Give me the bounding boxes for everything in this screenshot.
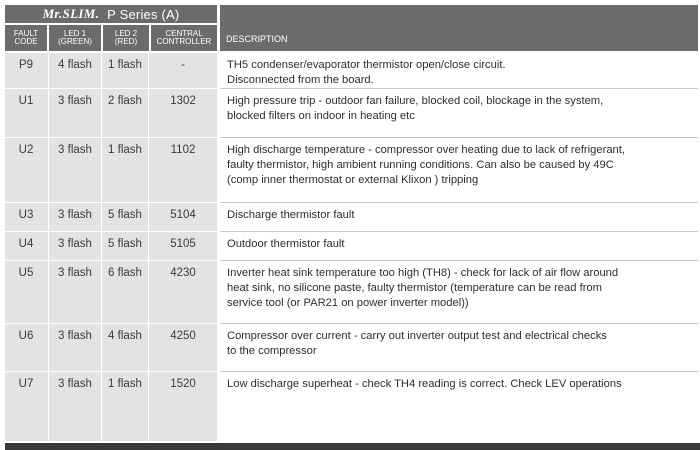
header-fault-code: FAULT CODE bbox=[5, 25, 47, 51]
led2-cell: 1 flash bbox=[108, 144, 142, 156]
led2-cell: 2 flash bbox=[108, 95, 142, 107]
description-line: TH5 condenser/evaporator thermistor open/close circuit. bbox=[227, 59, 506, 71]
central-controller-cell: 4230 bbox=[170, 267, 196, 279]
description-line: Low discharge superheat - check TH4 reading is correct. Check LEV operations bbox=[227, 378, 622, 390]
fault-code-cell: U2 bbox=[18, 144, 34, 156]
row-divider bbox=[5, 231, 217, 232]
row-divider bbox=[220, 260, 698, 261]
central-controller-cell: 5105 bbox=[170, 238, 196, 250]
description-line: faulty thermistor, high ambient running conditions. Can also be caused by 49C bbox=[227, 159, 614, 171]
row-divider bbox=[5, 260, 217, 261]
row-divider bbox=[220, 231, 698, 232]
column-headers bbox=[5, 25, 217, 51]
description-line: Inverter heat sink temperature too high (TH8) - check for lack of air flow around bbox=[227, 267, 619, 279]
led2-cell: 6 flash bbox=[108, 267, 142, 279]
led1-cell: 3 flash bbox=[58, 95, 92, 107]
fault-code-cell: P9 bbox=[18, 59, 34, 71]
description-line: Outdoor thermistor fault bbox=[227, 238, 345, 250]
led2-cell: 5 flash bbox=[108, 209, 142, 221]
description-line: service tool (or PAR21 on power inverter model)) bbox=[227, 297, 469, 309]
description-cell bbox=[227, 58, 693, 88]
description-line: Disconnected from the board. bbox=[227, 74, 374, 86]
fault-code-cell: U4 bbox=[18, 238, 34, 250]
header-central-controller: CENTRAL CONTROLLER bbox=[151, 25, 217, 51]
fault-code-table bbox=[5, 5, 698, 445]
description-cell bbox=[227, 143, 693, 188]
description-cell bbox=[227, 237, 693, 252]
description-line: High pressure trip - outdoor fan failure, blocked coil, blockage in the system, bbox=[227, 95, 604, 107]
series-title: P Series (A) bbox=[107, 6, 180, 22]
led1-cell: 3 flash bbox=[58, 267, 92, 279]
row-divider bbox=[220, 371, 698, 372]
led1-cell: 3 flash bbox=[58, 238, 92, 250]
row-divider bbox=[5, 323, 217, 324]
description-line: to the compressor bbox=[227, 345, 317, 357]
fault-code-cell: U6 bbox=[18, 330, 34, 342]
central-controller-cell: 1102 bbox=[170, 144, 196, 156]
description-line: Compressor over current - carry out inverter output test and electrical checks bbox=[227, 330, 607, 342]
description-cell bbox=[227, 329, 693, 359]
footer-bar bbox=[5, 443, 700, 450]
description-line: blocked filters on indoor in heating etc bbox=[227, 110, 415, 122]
header-description: DESCRIPTION bbox=[220, 5, 698, 51]
led1-cell: 3 flash bbox=[58, 330, 92, 342]
description-cell bbox=[227, 94, 693, 124]
central-controller-cell: - bbox=[181, 59, 185, 71]
fault-code-cell: U1 bbox=[18, 95, 34, 107]
led2-cell: 5 flash bbox=[108, 238, 142, 250]
brand-logo: Mr.SLIM. bbox=[42, 6, 100, 21]
led2-cell: 4 flash bbox=[108, 330, 142, 342]
led1-cell: 3 flash bbox=[58, 144, 92, 156]
table-title-bar bbox=[5, 5, 217, 23]
row-divider bbox=[5, 88, 217, 89]
fault-code-cell: U7 bbox=[18, 378, 34, 390]
row-divider bbox=[220, 137, 698, 138]
row-divider bbox=[5, 137, 217, 138]
led2-cell: 1 flash bbox=[108, 59, 142, 71]
description-cell bbox=[227, 377, 693, 392]
led1-cell: 4 flash bbox=[58, 59, 92, 71]
header-led2: LED 2 (RED) bbox=[103, 25, 149, 51]
led2-cell: 1 flash bbox=[108, 378, 142, 390]
header-led1: LED 1 (GREEN) bbox=[49, 25, 101, 51]
led1-cell: 3 flash bbox=[58, 209, 92, 221]
fault-code-cell: U5 bbox=[18, 267, 34, 279]
central-controller-cell: 1302 bbox=[170, 95, 196, 107]
description-line: High discharge temperature - compressor over heating due to lack of refrigerant, bbox=[227, 144, 625, 156]
description-line: Discharge thermistor fault bbox=[227, 209, 355, 221]
description-line: heat sink, no silicone paste, faulty thermistor (temperature can be read from bbox=[227, 282, 602, 294]
description-line: (comp inner thermostat or external Klixon ) tripping bbox=[227, 174, 479, 186]
central-controller-cell: 5104 bbox=[170, 209, 196, 221]
row-divider bbox=[220, 202, 698, 203]
row-divider bbox=[5, 371, 217, 372]
description-cell bbox=[227, 208, 693, 223]
fault-code-cell: U3 bbox=[18, 209, 34, 221]
row-divider bbox=[220, 323, 698, 324]
row-divider bbox=[220, 88, 698, 89]
row-divider bbox=[5, 202, 217, 203]
description-cell bbox=[227, 266, 693, 311]
central-controller-cell: 1520 bbox=[170, 378, 196, 390]
central-controller-cell: 4250 bbox=[170, 330, 196, 342]
led1-cell: 3 flash bbox=[58, 378, 92, 390]
